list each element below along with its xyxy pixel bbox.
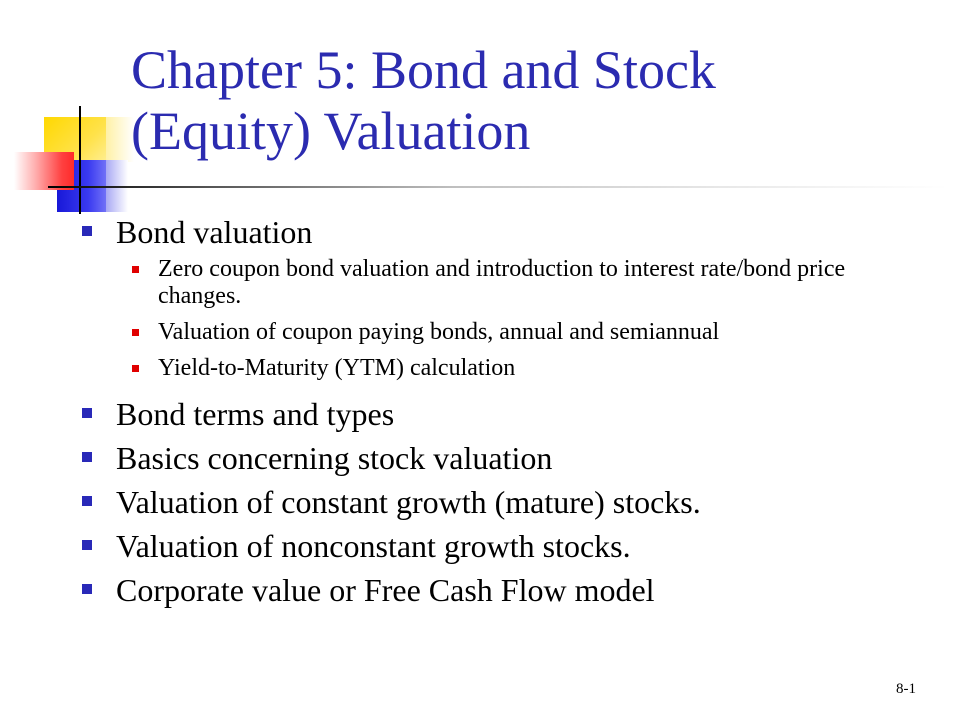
bullet-item xyxy=(80,394,920,434)
bullet-item xyxy=(80,526,920,566)
slide-number: 8-1 xyxy=(896,681,916,697)
bullet-item xyxy=(80,438,920,478)
sub-bullet-text: Valuation of coupon paying bonds, annual and semiannual xyxy=(158,319,720,345)
square-bullet-icon xyxy=(82,408,92,418)
square-sub-bullet-icon xyxy=(132,266,139,273)
sub-bullet-text: Yield-to-Maturity (YTM) calculation xyxy=(158,355,516,381)
square-bullet-icon xyxy=(82,452,92,462)
title-line-2: (Equity) Valuation xyxy=(131,101,531,161)
bullet-item xyxy=(80,212,920,252)
decorative-red-bar xyxy=(14,152,74,190)
bullet-text: Bond valuation xyxy=(116,214,313,250)
bullet-text: Corporate value or Free Cash Flow model xyxy=(116,572,655,608)
decorative-vertical-line xyxy=(79,106,81,214)
sub-bullet-item xyxy=(80,319,920,346)
sub-bullet-text: Zero coupon bond valuation and introduction to interest rate/bond price changes. xyxy=(158,256,846,309)
square-bullet-icon xyxy=(82,540,92,550)
sub-bullet-item xyxy=(80,256,920,310)
bullet-item xyxy=(80,570,920,610)
bullet-text: Valuation of nonconstant growth stocks. xyxy=(116,528,631,564)
square-sub-bullet-icon xyxy=(132,365,139,372)
title-line-1: Chapter 5: Bond and Stock xyxy=(131,40,716,100)
square-bullet-icon xyxy=(82,226,92,236)
square-bullet-icon xyxy=(82,584,92,594)
bullet-list xyxy=(80,212,920,614)
title-underline xyxy=(48,186,948,188)
slide-title xyxy=(131,40,931,162)
bullet-text: Valuation of constant growth (mature) stocks. xyxy=(116,484,701,520)
decorative-yellow-fade xyxy=(106,117,134,162)
bullet-text: Basics concerning stock valuation xyxy=(116,440,553,476)
sub-bullet-item xyxy=(80,355,920,382)
square-sub-bullet-icon xyxy=(132,329,139,336)
bullet-text: Bond terms and types xyxy=(116,396,395,432)
sub-bullet-list xyxy=(80,256,920,382)
bullet-item xyxy=(80,482,920,522)
square-bullet-icon xyxy=(82,496,92,506)
